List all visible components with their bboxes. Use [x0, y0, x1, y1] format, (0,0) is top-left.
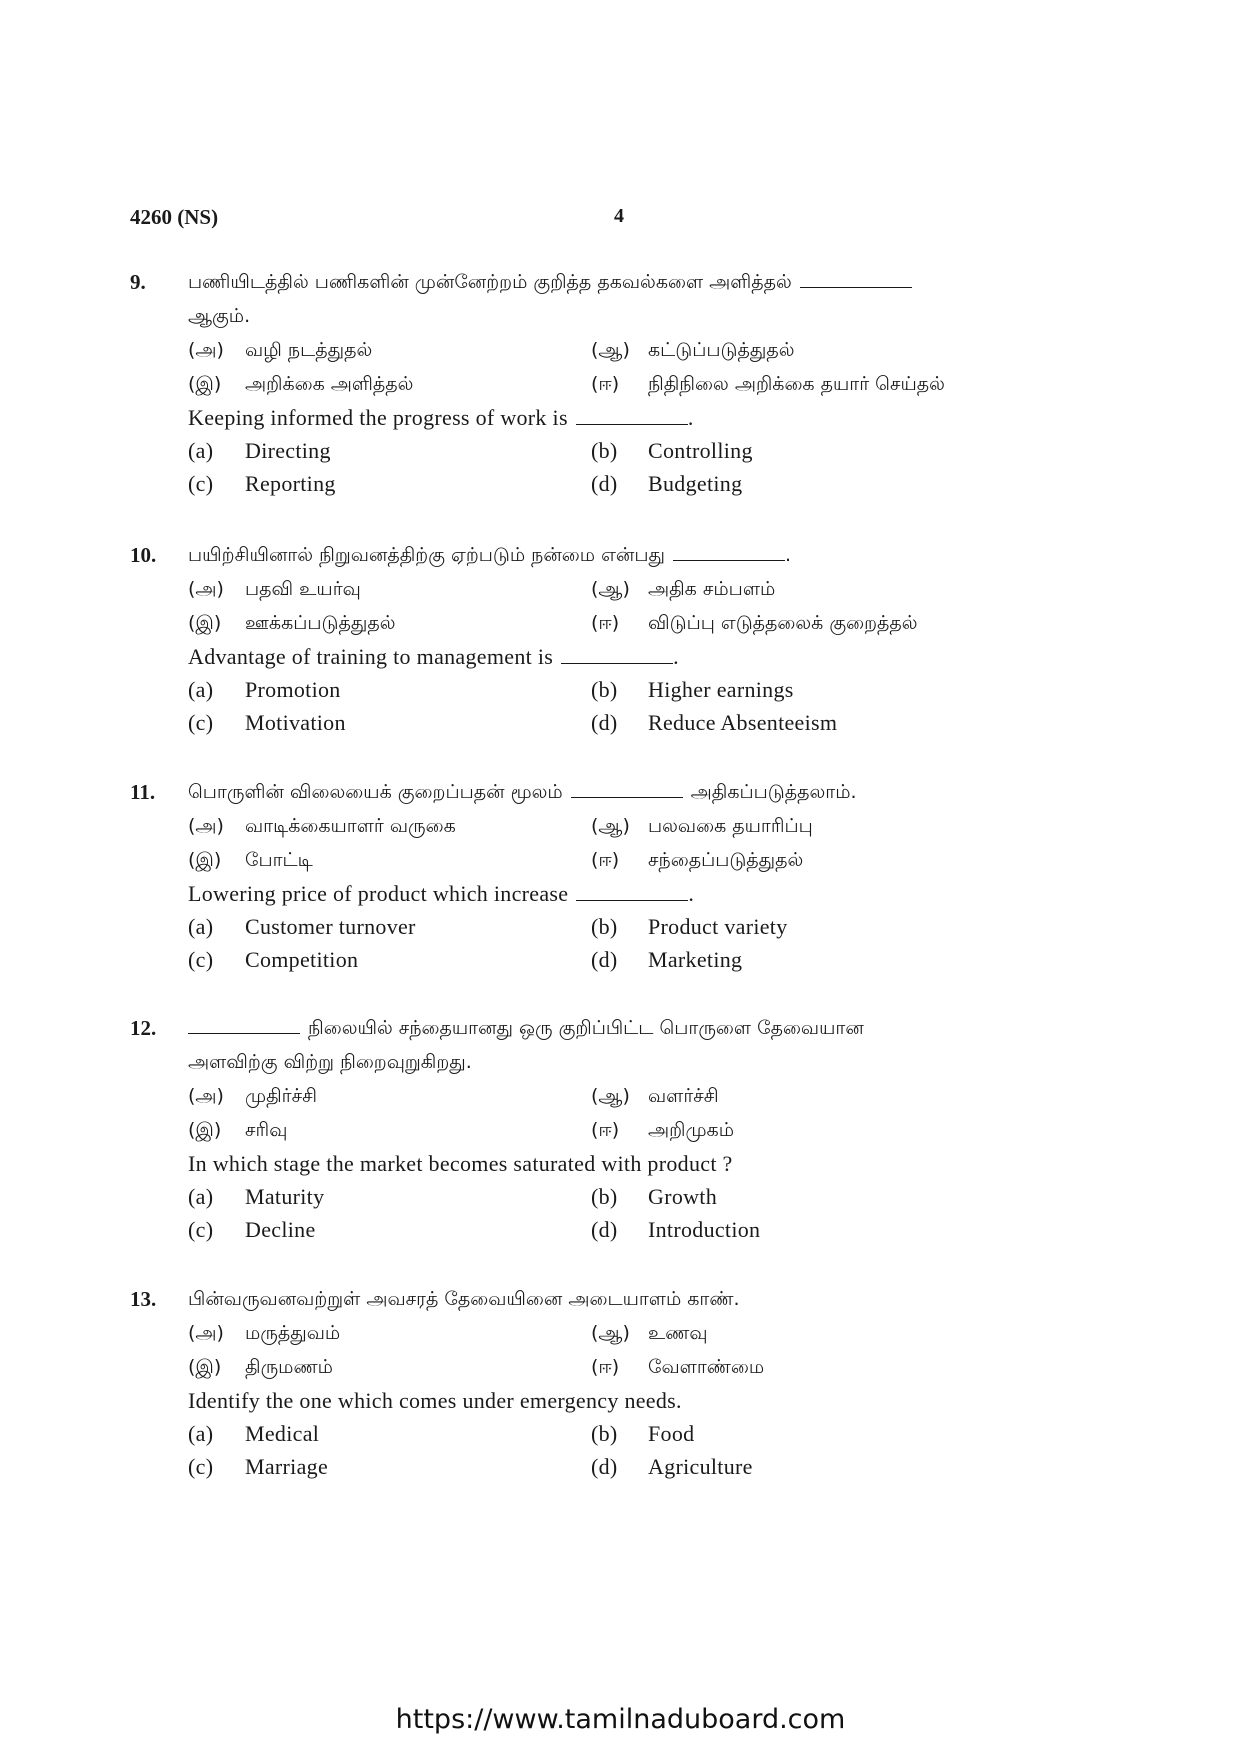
- option-a-tamil: (அ) பதவி உயர்வு: [188, 578, 361, 600]
- question-number: 10.: [130, 543, 157, 567]
- option-b: (b) Controlling: [591, 438, 753, 463]
- answer-blank: [188, 1015, 300, 1034]
- english-options: [188, 673, 1090, 739]
- question-text-tamil: பணியிடத்தில் பணிகளின் முன்னேற்றம் குறித்த தகவல்களை அளித்தல்: [188, 265, 1090, 299]
- answer-blank: [800, 269, 912, 288]
- answer-blank: [673, 542, 785, 561]
- english-options: [188, 1180, 1090, 1246]
- question-number: 9.: [130, 270, 146, 294]
- footer-url: https://www.tamilnaduboard.com: [395, 1704, 846, 1735]
- option-b: (b) Higher earnings: [591, 677, 794, 702]
- option-a: (a) Medical: [188, 1421, 320, 1446]
- option-d-tamil: (ஈ) அறிமுகம்: [591, 1119, 735, 1141]
- english-options: [188, 434, 1090, 500]
- option-c-tamil: (இ) திருமணம்: [188, 1356, 333, 1378]
- answer-blank: [561, 645, 673, 664]
- answer-blank: [571, 779, 683, 798]
- tamil-options: [188, 1079, 1090, 1147]
- option-a-tamil: (அ) வாடிக்கையாளர் வருகை: [188, 815, 456, 837]
- option-a: (a) Customer turnover: [188, 914, 416, 939]
- question-number: 11.: [130, 780, 156, 804]
- option-b-tamil: (ஆ) அதிக சம்பளம்: [591, 578, 776, 600]
- option-b: (b) Food: [591, 1421, 695, 1446]
- option-b-tamil: (ஆ) பலவகை தயாரிப்பு: [591, 815, 813, 837]
- option-c-tamil: (இ) சரிவு: [188, 1119, 288, 1141]
- question-text-tamil-cont: அளவிற்கு விற்று நிறைவுறுகிறது.: [188, 1051, 472, 1073]
- option-a-tamil: (அ) வழி நடத்துதல்: [188, 339, 373, 361]
- question-text-tamil: பின்வருவனவற்றுள் அவசரத் தேவையினை அடையாளம் காண்.: [188, 1288, 740, 1310]
- question-9: [130, 265, 1090, 500]
- option-a: (a) Promotion: [188, 677, 341, 702]
- option-d-tamil: (ஈ) நிதிநிலை அறிக்கை தயார் செய்தல்: [591, 373, 945, 395]
- question-13: [130, 1282, 1090, 1483]
- option-d: (d) Budgeting: [591, 471, 743, 496]
- option-d-tamil: (ஈ) வேளாண்மை: [591, 1356, 765, 1378]
- option-c: (c) Reporting: [188, 471, 336, 496]
- question-text-tamil: பயிற்சியினால் நிறுவனத்திற்கு ஏற்படும் நன்மை என்பது .: [188, 544, 792, 566]
- option-c: (c) Decline: [188, 1217, 316, 1242]
- option-c: (c) Competition: [188, 947, 359, 972]
- tamil-options: [188, 572, 1090, 640]
- option-a-tamil: (அ) மருத்துவம்: [188, 1322, 341, 1344]
- option-a-tamil: (அ) முதிர்ச்சி: [188, 1085, 317, 1107]
- option-c-tamil: (இ) போட்டி: [188, 849, 313, 871]
- option-d: (d) Reduce Absenteeism: [591, 710, 838, 735]
- question-text-english: Lowering price of product which increase .: [188, 881, 695, 906]
- option-b-tamil: (ஆ) உணவு: [591, 1322, 708, 1344]
- tamil-options: [188, 333, 1090, 401]
- option-b: (b) Product variety: [591, 914, 788, 939]
- option-b-tamil: (ஆ) வளர்ச்சி: [591, 1085, 719, 1107]
- question-text-tamil-cont: ஆகும்.: [188, 305, 251, 327]
- option-a: (a) Directing: [188, 438, 331, 463]
- question-text-english: Keeping informed the progress of work is .: [188, 405, 694, 430]
- question-12: [130, 1011, 1090, 1246]
- question-text-tamil: நிலையில் சந்தையானது ஒரு குறிப்பிட்ட பொருளை தேவையான: [188, 1011, 1090, 1045]
- question-text-english: Advantage of training to management is .: [188, 644, 679, 669]
- paper-code: 4260 (NS): [130, 205, 219, 229]
- option-d-tamil: (ஈ) சந்தைப்படுத்துதல்: [591, 849, 804, 871]
- option-a: (a) Maturity: [188, 1184, 325, 1209]
- option-d: (d) Agriculture: [591, 1454, 753, 1479]
- question-text-tamil: பொருளின் விலையைக் குறைப்பதன் மூலம் அதிகப்படுத்தலாம்.: [188, 781, 857, 803]
- option-d: (d) Marketing: [591, 947, 743, 972]
- question-text-english: In which stage the market becomes saturated with product ?: [188, 1151, 733, 1176]
- english-options: [188, 1417, 1090, 1483]
- page-number: 4: [614, 205, 624, 227]
- answer-blank: [576, 882, 688, 901]
- option-d-tamil: (ஈ) விடுப்பு எடுத்தலைக் குறைத்தல்: [591, 612, 918, 634]
- question-11: [130, 775, 1090, 976]
- option-d: (d) Introduction: [591, 1217, 761, 1242]
- question-number: 12.: [130, 1016, 157, 1040]
- question-number: 13.: [130, 1287, 157, 1311]
- question-10: [130, 538, 1090, 739]
- english-options: [188, 910, 1090, 976]
- option-c: (c) Motivation: [188, 710, 346, 735]
- option-b: (b) Growth: [591, 1184, 718, 1209]
- option-c: (c) Marriage: [188, 1454, 329, 1479]
- answer-blank: [576, 406, 688, 425]
- question-text-english: Identify the one which comes under emergency needs.: [188, 1388, 682, 1413]
- option-b-tamil: (ஆ) கட்டுப்படுத்துதல்: [591, 339, 795, 361]
- option-c-tamil: (இ) ஊக்கப்படுத்துதல்: [188, 612, 396, 634]
- page-header: [130, 205, 1130, 235]
- tamil-options: [188, 1316, 1090, 1384]
- option-c-tamil: (இ) அறிக்கை அளித்தல்: [188, 373, 414, 395]
- tamil-options: [188, 809, 1090, 877]
